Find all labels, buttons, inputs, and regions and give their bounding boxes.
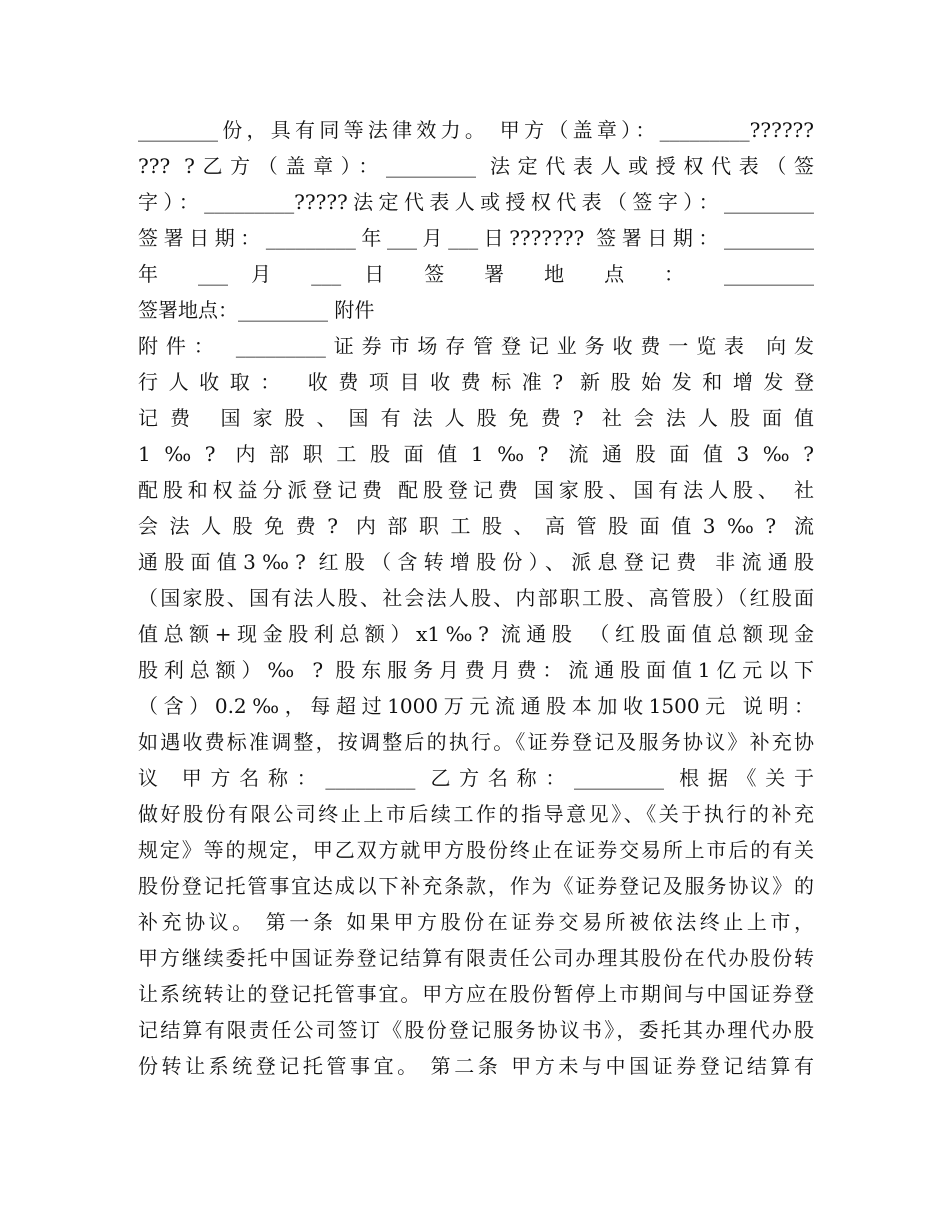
text-line: 年 ___ 月 ___ 日 签 署 地 点 ： _________ bbox=[138, 262, 814, 286]
text-line: 规定》等的规定，甲乙双方就甲方股份终止在证券交易所上市后的有关 bbox=[138, 838, 814, 862]
text-line: 行人收取： 收费项目收费标准? 新股始发和增发登 bbox=[138, 370, 814, 394]
text-line: 配股和权益分派登记费 配股登记费 国家股、国有法人股、 社 bbox=[138, 478, 814, 502]
text-line: 如遇收费标准调整，按调整后的执行。《证券登记及服务协议》补充协 bbox=[138, 730, 814, 754]
text-line: 字）：_________?????法定代表人或授权代表（签字）：_________ bbox=[138, 190, 814, 214]
text-line: ________份，具有同等法律效力。 甲方（盖章）：_________?????? bbox=[138, 118, 814, 142]
text-line: 做好股份有限公司终止上市后续工作的指导意见》、《关于执行的补充 bbox=[138, 802, 814, 826]
text-line: 议 甲方名称：_________ 乙方名称：_________ 根据《关于 bbox=[138, 766, 814, 790]
text-line: 值总额+现金股利总额）x1‰? 流通股 （红股面值总额现金 bbox=[138, 622, 814, 646]
text-line: 记费 国家股、国有法人股免费? 社会法人股面值 bbox=[138, 406, 814, 430]
text-line: 记结算有限责任公司签订《股份登记服务协议书》，委托其办理代办股 bbox=[138, 1018, 814, 1042]
text-line: （含）0.2‰，每超过1000万元流通股本加收1500元 说明： bbox=[138, 694, 814, 718]
text-line: 份转让系统登记托管事宜。 第二条 甲方未与中国证券登记结算有 bbox=[138, 1054, 814, 1078]
text-line: 签署地点：_________ 附件 bbox=[138, 298, 375, 322]
text-line: 股份登记托管事宜达成以下补充条款，作为《证券登记及服务协议》的 bbox=[138, 874, 814, 898]
text-line: （国家股、国有法人股、社会法人股、内部职工股、高管股）（红股面 bbox=[138, 586, 814, 610]
text-line: 会法人股免费? 内部职工股、高管股面值3‰? 流 bbox=[138, 514, 814, 538]
text-line: 通股面值3‰? 红股（含转增股份）、派息登记费 非流通股 bbox=[138, 550, 814, 574]
text-line: 让系统转让的登记托管事宜。甲方应在股份暂停上市期间与中国证券登 bbox=[138, 982, 814, 1006]
text-line: 附件： _________证券市场存管登记业务收费一览表 向发 bbox=[138, 334, 814, 358]
text-line: 1‰? 内部职工股面值1‰? 流通股面值3‰? bbox=[138, 442, 814, 466]
text-line: ??? ?乙方（盖章）：_________ 法定代表人或授权代表（签 bbox=[138, 154, 814, 178]
text-line: 签署日期：_________年___月___日??????? 签署日期：_________ bbox=[138, 226, 814, 250]
text-line: 甲方继续委托中国证券登记结算有限责任公司办理其股份在代办股份转 bbox=[138, 946, 814, 970]
text-line: 补充协议。 第一条 如果甲方股份在证券交易所被依法终止上市， bbox=[138, 910, 814, 934]
text-line: 股利总额）‰ ? 股东服务月费月费：流通股面值1亿元以下 bbox=[138, 658, 814, 682]
